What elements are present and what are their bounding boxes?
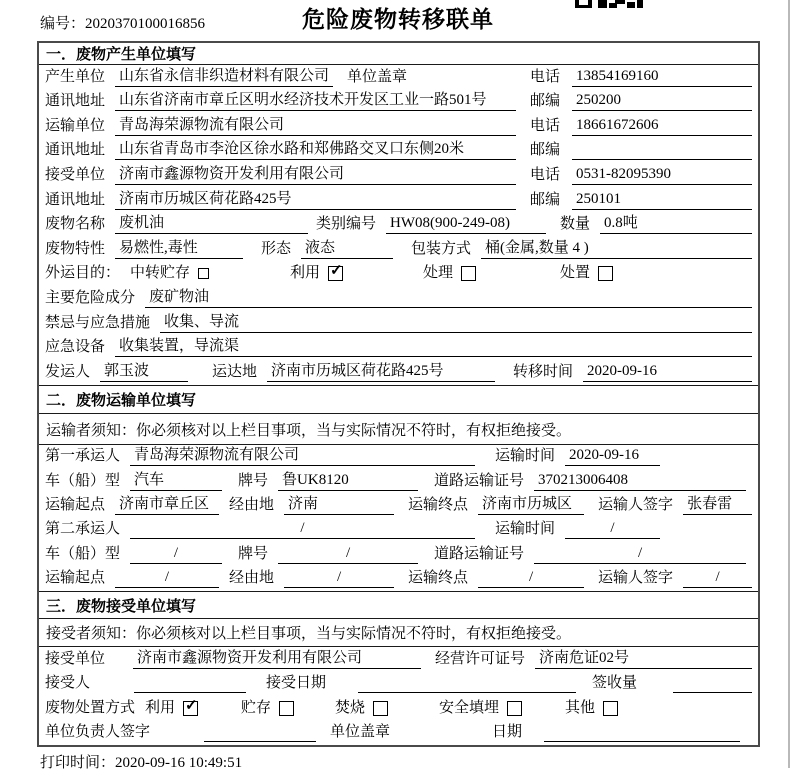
hazard-component-label: 主要危险成分	[45, 290, 136, 307]
checkbox-icon	[461, 266, 476, 281]
disposal-option-other-label: 其他	[565, 699, 596, 716]
checkbox-icon	[198, 268, 209, 279]
receiver-unit-label: 接受单位	[45, 167, 106, 184]
first-carrier-value: 青岛海荣源物流有限公司	[130, 446, 475, 466]
acceptor-label: 接受人	[45, 675, 91, 691]
vehicle-type1-value: 汽车	[130, 471, 222, 491]
section2-header: 二．废物运输单位填写	[39, 385, 758, 414]
second-carrier-value: /	[130, 519, 475, 539]
transporter-address-label: 通讯地址	[45, 142, 106, 159]
disposal-option-burn	[335, 699, 439, 718]
disposal-option-store	[241, 699, 335, 718]
packing-label: 包装方式	[411, 240, 472, 257]
transporter-zip-value	[572, 141, 752, 160]
receiver-address-label: 通讯地址	[45, 191, 106, 208]
category-code-value: HW08(900-249-08)	[386, 214, 546, 234]
receiver-phone-col	[530, 165, 752, 185]
disposal-option-burn-label: 焚烧	[335, 699, 366, 716]
transporter-unit-label: 运输单位	[45, 117, 106, 134]
producer-zip-label: 邮编	[530, 93, 561, 110]
purpose-option-treat-label: 处理	[423, 265, 454, 282]
receiver-phone-value: 0531-82095390	[572, 165, 752, 185]
section3-header: 三．废物接受单位填写	[39, 591, 758, 619]
hazard-component-value: 废矿物油	[145, 288, 752, 308]
transporter-zip-col	[530, 141, 752, 160]
origin1-label: 运输起点	[45, 496, 106, 513]
destination-label: 运达地	[212, 363, 258, 380]
producer-unit-label: 产生单位	[45, 68, 106, 85]
sign-qty-value	[673, 674, 752, 693]
producer-phone-value: 13854169160	[572, 67, 752, 87]
road-permit1-value: 370213006408	[534, 471, 746, 491]
producer-address-row	[39, 90, 758, 115]
vehicle1-row	[39, 469, 758, 493]
purpose-option-dispose	[560, 264, 613, 283]
packing-value: 桶(金属,数量 4 )	[481, 239, 752, 259]
accept-unit-label: 接受单位	[45, 650, 106, 667]
origin2-value: /	[115, 568, 219, 588]
plate1-value: 鲁UK8120	[278, 471, 418, 491]
date-label: 日期	[491, 724, 522, 740]
section2-notice: 运输者须知：你必须核对以上栏目事项，当与实际情况不符时，有权拒绝接受。	[39, 414, 758, 445]
emergency-equipment-value: 收集装置，导流渠	[115, 337, 752, 357]
carrier-sign2-label: 运输人签字	[598, 569, 674, 586]
accept-date-label: 接受日期	[266, 675, 327, 691]
producer-phone-label: 电话	[530, 68, 561, 85]
transport-time1-value: 2020-09-16	[565, 446, 660, 466]
checkbox-icon	[373, 701, 388, 716]
carrier-sign1-label: 运输人签字	[598, 496, 674, 513]
quantity-value: 0.8吨	[600, 214, 752, 234]
transport-time2-label: 运输时间	[494, 521, 555, 538]
transporter-phone-col	[530, 116, 752, 136]
transport-time2-value: /	[565, 519, 660, 539]
carrier-sign2-value: /	[683, 568, 752, 588]
plate1-label: 牌号	[238, 472, 269, 489]
checkbox-icon	[598, 266, 613, 281]
via2-value: /	[284, 568, 394, 588]
road-permit2-value: /	[534, 544, 746, 564]
receiver-zip-value: 250101	[572, 190, 752, 210]
waste-name-label: 废物名称	[45, 216, 106, 233]
head-sign-row	[39, 721, 758, 746]
section1-header: 一．废物产生单位填写	[39, 43, 758, 65]
route1-row	[39, 494, 758, 518]
waste-character-row	[39, 237, 758, 262]
first-carrier-row	[39, 445, 758, 469]
producer-address-label: 通讯地址	[45, 93, 106, 110]
plate2-value: /	[278, 544, 418, 564]
section2-body	[39, 445, 758, 591]
vehicle2-row	[39, 542, 758, 566]
taboo-measures-label: 禁忌与应急措施	[45, 314, 151, 331]
receiver-address-value: 济南市历城区荷花路425号	[115, 190, 516, 210]
via2-label: 经由地	[229, 569, 275, 586]
waste-name-row	[39, 213, 758, 238]
producer-address-value: 山东省济南市章丘区明水经济技术开发区工业一路501号	[115, 91, 516, 111]
disposal-option-use	[145, 699, 241, 718]
disposal-method-row	[39, 696, 758, 721]
transporter-phone-label: 电话	[530, 117, 561, 134]
form-state-value: 液态	[301, 239, 393, 259]
emergency-equipment-label: 应急设备	[45, 339, 106, 356]
origin2-label: 运输起点	[45, 569, 106, 586]
producer-phone-col	[530, 67, 752, 87]
outbound-purpose-label: 外运目的：	[45, 265, 121, 282]
receiver-phone-label: 电话	[530, 167, 561, 184]
carrier-sign1-value: 张春雷	[683, 495, 752, 515]
document-number-value: 2020370100016856	[85, 16, 206, 32]
disposal-method-label: 废物处置方式	[45, 699, 136, 716]
second-carrier-label: 第二承运人	[45, 521, 121, 538]
quantity-label: 数量	[560, 216, 591, 233]
page-title: 危险废物转移联单	[302, 7, 494, 32]
vehicle-type2-label: 车（船）型	[45, 545, 121, 562]
transporter-phone-value: 18661672606	[572, 116, 752, 136]
transporter-address-row	[39, 139, 758, 164]
disposal-option-landfill	[439, 699, 565, 718]
transfer-form	[37, 41, 760, 747]
taboo-measures-row	[39, 311, 758, 336]
road-permit1-label: 道路运输证号	[434, 472, 525, 489]
shipper-label: 发运人	[45, 363, 91, 380]
category-code-label: 类别编号	[316, 216, 377, 233]
purpose-option-dispose-label: 处置	[560, 265, 591, 282]
waste-name-value: 废机油	[115, 214, 308, 234]
vehicle-type1-label: 车（船）型	[45, 472, 121, 489]
purpose-option-use	[290, 264, 423, 283]
receiver-unit-value: 济南市鑫源物资开发利用有限公司	[115, 165, 516, 185]
producer-zip-col	[530, 91, 752, 111]
accept-unit-value: 济南市鑫源物资开发利用有限公司	[133, 649, 421, 669]
disposal-option-use-label: 利用	[145, 699, 176, 716]
origin1-value: 济南市章丘区	[115, 495, 219, 515]
transport-time1-label: 运输时间	[494, 448, 555, 465]
disposal-option-landfill-label: 安全填埋	[439, 699, 500, 716]
unit-seal-label: 单位盖章	[347, 68, 408, 85]
unit-seal2-label: 单位盖章	[330, 724, 391, 740]
receiver-zip-col	[530, 190, 752, 210]
end1-value: 济南市历城区	[478, 495, 584, 515]
acceptor-row	[39, 672, 758, 697]
transfer-time-label: 转移时间	[513, 363, 574, 380]
via1-value: 济南	[284, 495, 394, 515]
head-sign-value	[204, 723, 316, 742]
shipper-row	[39, 360, 758, 385]
producer-unit-value: 山东省永信非织造材料有限公司	[115, 67, 333, 87]
print-time-value: 2020-09-16 10:49:51	[115, 755, 243, 771]
date-value	[544, 723, 740, 742]
checkbox-icon	[279, 701, 294, 716]
purpose-option-transfer-label: 中转贮存	[130, 265, 191, 282]
transporter-unit-row	[39, 114, 758, 139]
section3-body	[39, 647, 758, 745]
section1-body	[39, 65, 758, 385]
end1-label: 运输终点	[408, 496, 469, 513]
license-label: 经营许可证号	[435, 650, 526, 667]
end2-value: /	[478, 568, 584, 588]
waste-character-label: 废物特性	[45, 240, 106, 257]
producer-zip-value: 250200	[572, 91, 752, 111]
emergency-equipment-row	[39, 336, 758, 361]
section3-notice: 接受者须知：你必须核对以上栏目事项，当与实际情况不符时，有权拒绝接受。	[39, 619, 758, 647]
road-permit2-label: 道路运输证号	[434, 545, 525, 562]
head-sign-label: 单位负责人签字	[45, 724, 151, 740]
transporter-address-value: 山东省青岛市李沧区徐水路和郑佛路交叉口东侧20米	[115, 140, 516, 160]
form-state-label: 形态	[261, 240, 292, 257]
accept-unit-row	[39, 647, 758, 672]
accept-date-value	[358, 674, 576, 693]
transporter-unit-value: 青岛海荣源物流有限公司	[115, 116, 516, 136]
page-right-edge	[788, 0, 790, 768]
transporter-zip-label: 邮编	[530, 142, 561, 159]
receiver-address-row	[39, 188, 758, 213]
sign-qty-label: 签收量	[592, 675, 638, 691]
print-time-label: 打印时间：	[40, 755, 116, 771]
purpose-option-transfer	[130, 264, 290, 283]
print-time	[40, 751, 242, 772]
document-number-label: 编号：	[40, 16, 86, 32]
transfer-time-value: 2020-09-16	[583, 362, 752, 382]
vehicle-type2-value: /	[130, 544, 222, 564]
end2-label: 运输终点	[408, 569, 469, 586]
checkbox-icon	[603, 701, 618, 716]
plate2-label: 牌号	[238, 545, 269, 562]
disposal-option-store-label: 贮存	[241, 699, 272, 716]
purpose-option-treat	[423, 264, 560, 283]
disposal-option-other	[565, 699, 618, 718]
waste-character-value: 易燃性,毒性	[115, 239, 243, 259]
purpose-option-use-label: 利用	[290, 265, 321, 282]
producer-unit-row	[39, 65, 758, 90]
taboo-measures-value: 收集、导流	[160, 313, 752, 333]
second-carrier-row	[39, 518, 758, 542]
checkbox-icon	[507, 701, 522, 716]
checkbox-icon	[328, 266, 343, 281]
via1-label: 经由地	[229, 496, 275, 513]
outbound-purpose-row	[39, 262, 758, 287]
first-carrier-label: 第一承运人	[45, 448, 121, 465]
license-value: 济南危证02号	[535, 649, 752, 669]
route2-row	[39, 567, 758, 591]
receiver-zip-label: 邮编	[530, 191, 561, 208]
acceptor-value	[134, 674, 246, 693]
hazard-component-row	[39, 286, 758, 311]
shipper-value: 郭玉波	[100, 362, 188, 382]
destination-value: 济南市历城区荷花路425号	[267, 362, 495, 382]
checkbox-icon	[183, 701, 198, 716]
receiver-unit-row	[39, 163, 758, 188]
